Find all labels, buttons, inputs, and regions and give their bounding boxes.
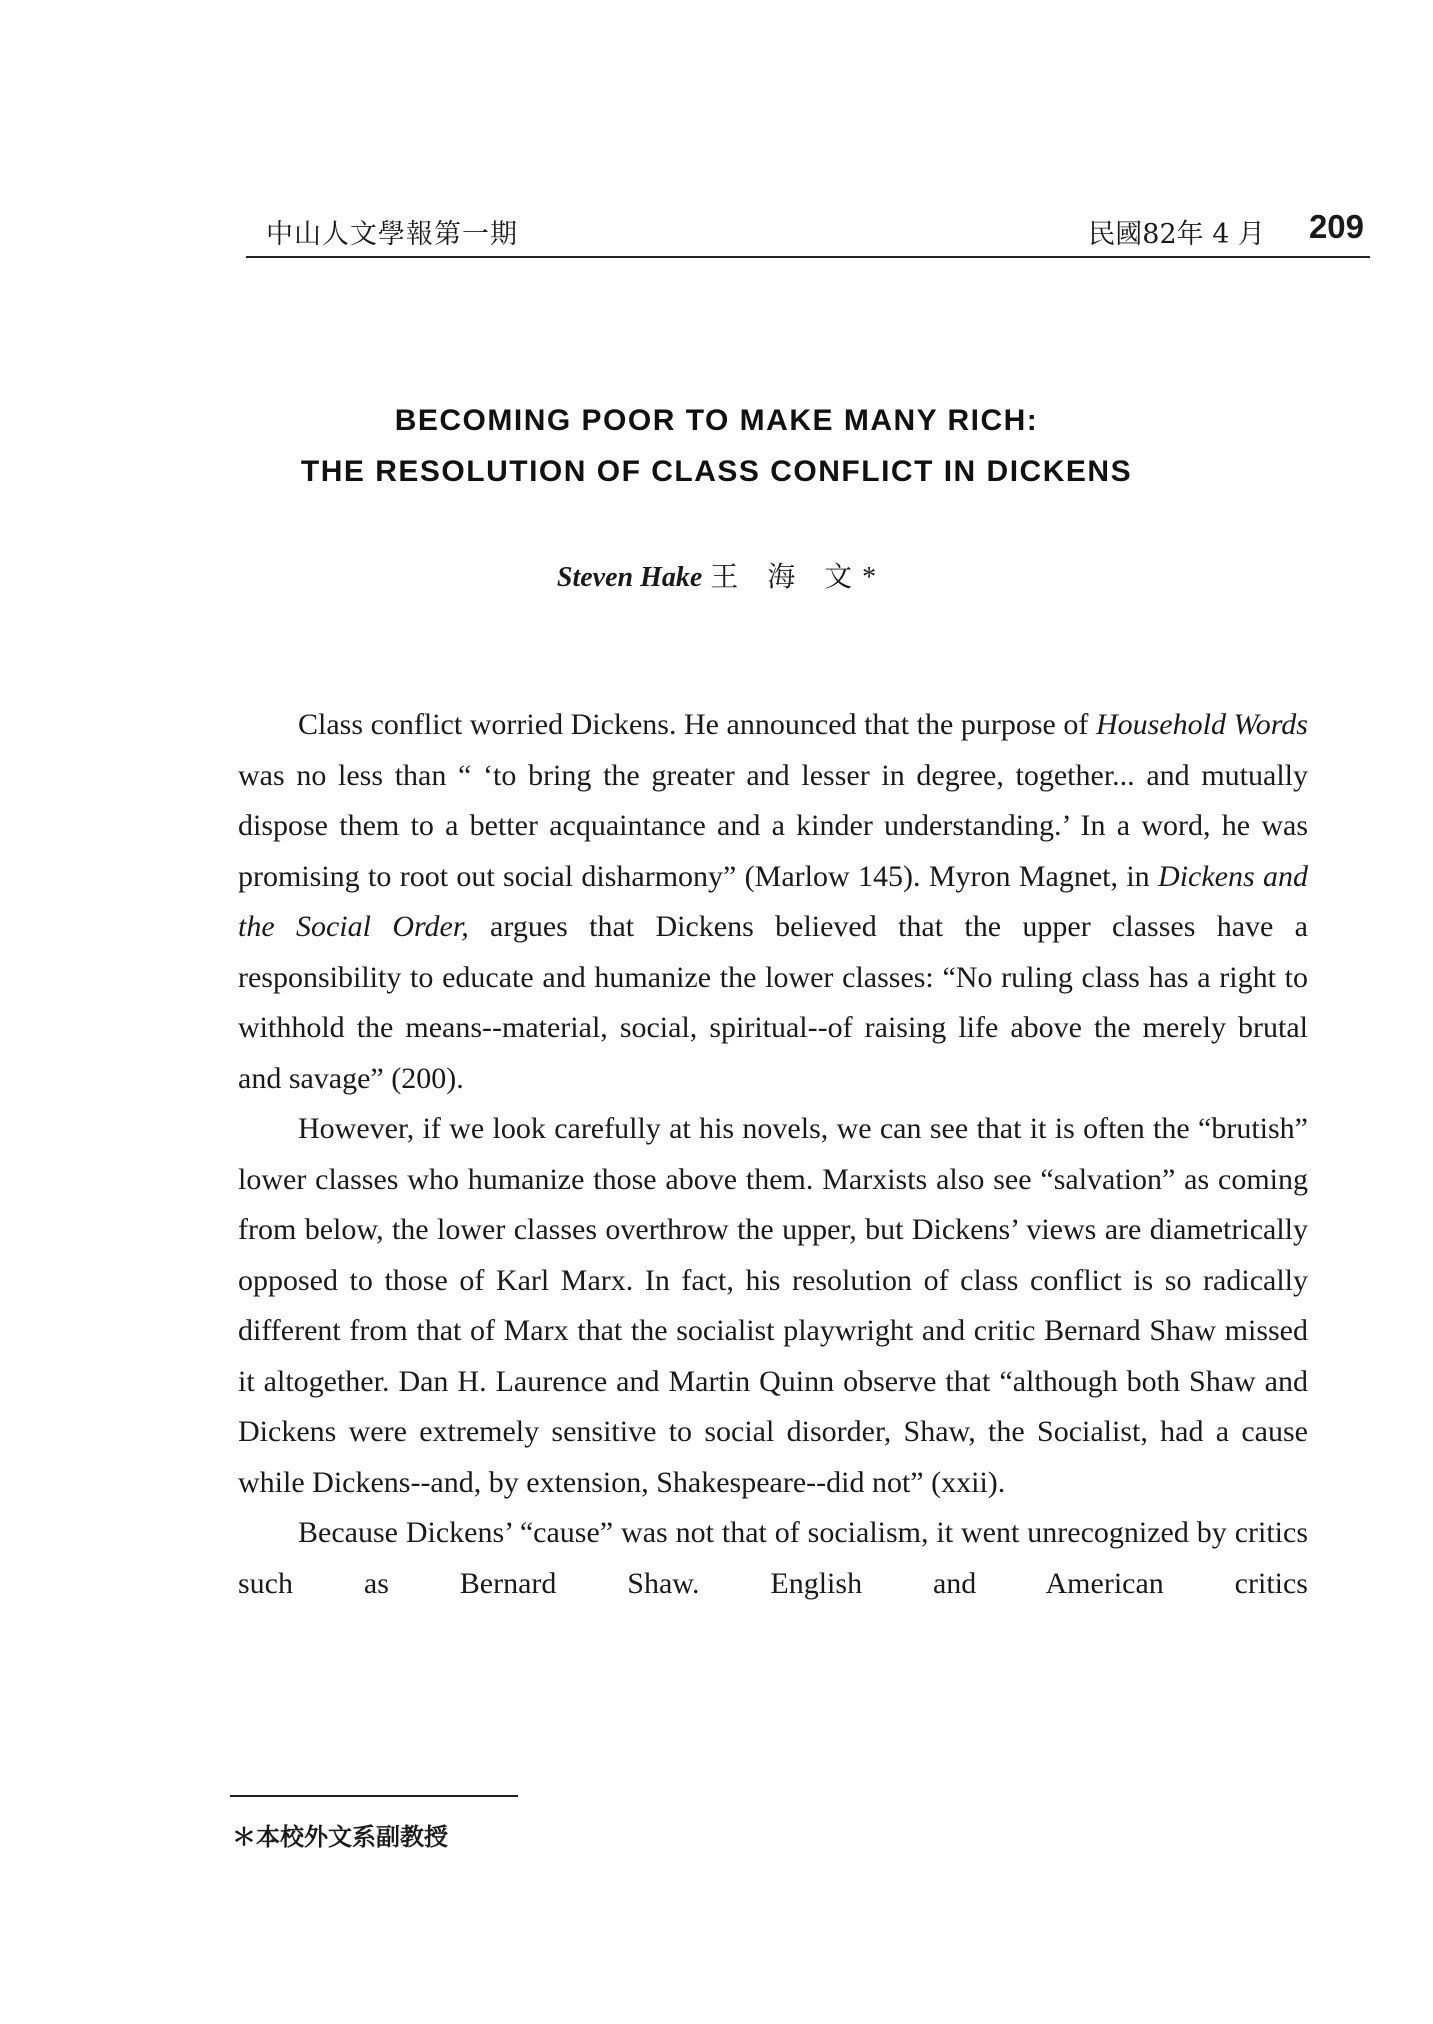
issue-date: 民國82年 4 月: [1088, 219, 1265, 250]
author-chinese-name: 王 海 文: [710, 560, 863, 593]
paragraph-1-text-c: was no less than “ ‘to bring the greater and lesser in degree, together... and mutually dispose them to a better acquaintance and a kinder understanding.’ In a word, he was promising to root out social disharmony” (Marlow 145). Myron Magnet, in: [238, 758, 1308, 893]
paragraph-3: Because Dickens’ “cause” was not that of socialism, it went unrecognized by critics such as Bernard Shaw. English and American critics: [238, 1516, 1308, 1600]
paragraph-1-text-a: Class conflict worried Dickens. He announced that the purpose of: [298, 708, 1096, 741]
work-title-household-words: Household Words: [1095, 708, 1308, 741]
article-body: [238, 700, 1308, 1609]
title-line-2: THE RESOLUTION OF CLASS CONFLICT IN DICKENS: [300, 455, 1133, 488]
work-title-dickens-social-order: Dickens and the Social Order,: [238, 859, 1308, 943]
footnote-divider: [230, 1795, 518, 1797]
paragraph-2: However, if we look carefully at his novels, we can see that it is often the “brutish” lower classes who humanize those above them. Marxists also see “salvation” as coming from below, the lower classes overthrow the upper, but Dickens’ views are diametrically opposed to those of Karl Marx. In fact, his resolution of class conflict is so radically different from that of Marx that the socialist playwright and critic Bernard Shaw missed it altogether. Dan H. Laurence and Martin Quinn observe that “although both Shaw and Dickens were extremely sensitive to social disorder, Shaw, the Socialist, had a cause while Dickens--and, by extension, Shakespeare--did not” (xxii).: [238, 1112, 1308, 1499]
footnote-marker: *: [862, 562, 877, 593]
running-header: [246, 208, 1370, 258]
page-number: 209: [1308, 208, 1364, 245]
title-line-1: BECOMING POOR TO MAKE MANY RICH:: [394, 404, 1039, 437]
journal-title: 中山人文學報第一期: [266, 219, 518, 250]
footnote: ＊本校外文系副教授: [232, 1822, 448, 1851]
author-line: [0, 555, 1433, 595]
author-name: Steven Hake: [556, 562, 703, 593]
paragraph-1: [238, 700, 1308, 1104]
paragraph-1-text-e: argues that Dickens believed that the upper classes have a responsibility to educate and humanize the lower classes: “No ruling class has a right to withhold the means--material, social, spiritual--of raising life above the merely brutal and savage” (200).: [238, 910, 1308, 1095]
